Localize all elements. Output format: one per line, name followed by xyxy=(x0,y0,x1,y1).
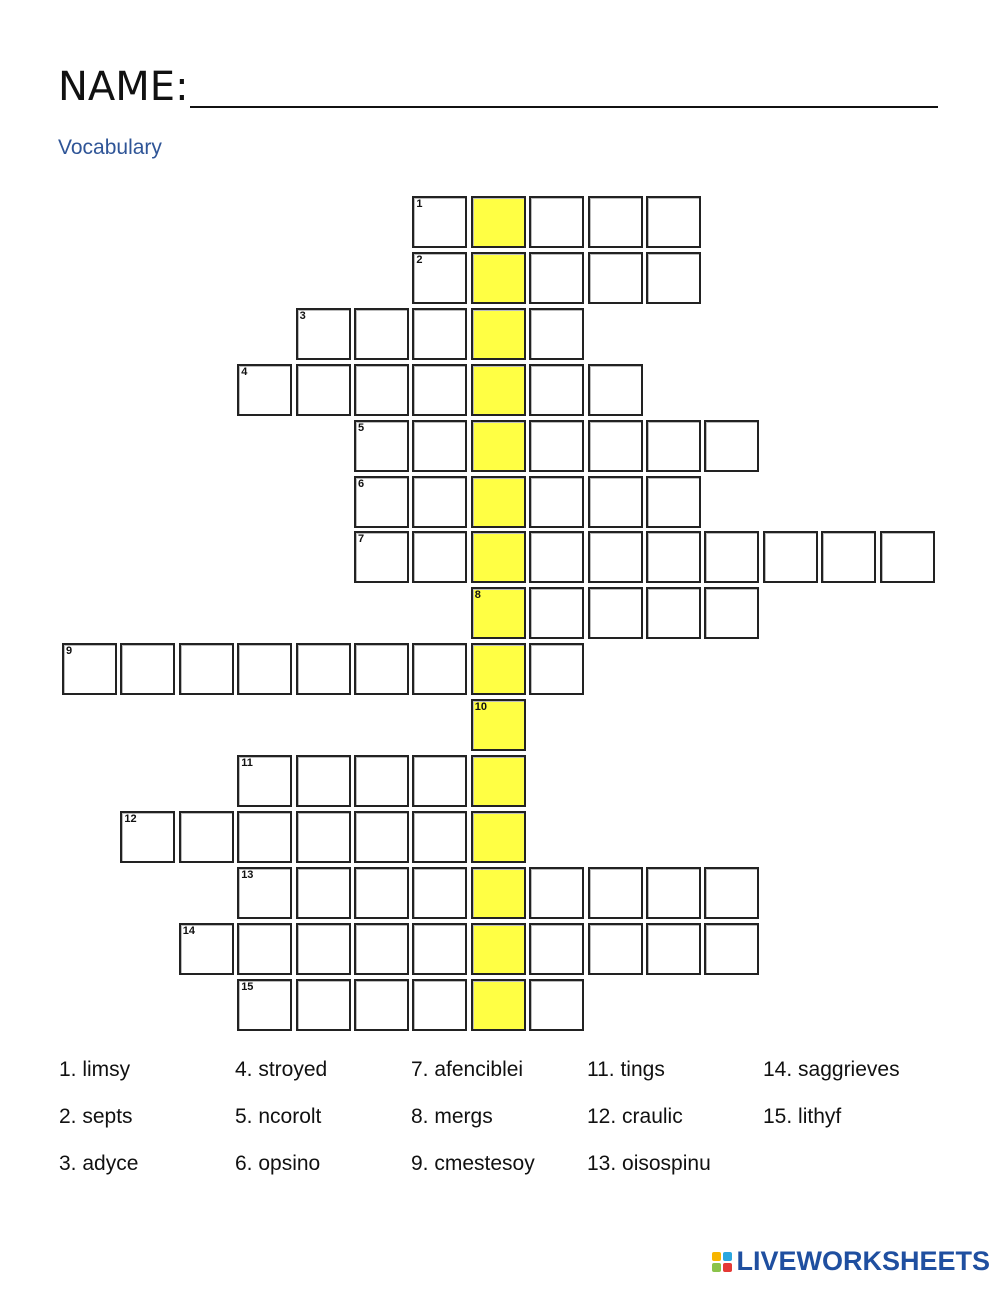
crossword-cell-input[interactable] xyxy=(414,422,465,470)
crossword-cell[interactable] xyxy=(471,420,526,472)
clue-number: 8 xyxy=(474,589,481,602)
crossword-cell-input[interactable] xyxy=(882,533,933,581)
clue-item: 8. mergs xyxy=(411,1105,493,1128)
crossword-cell[interactable] xyxy=(704,867,759,919)
crossword-cell[interactable] xyxy=(646,196,701,248)
crossword-cell-input[interactable] xyxy=(414,757,465,805)
crossword-cell-input[interactable] xyxy=(414,925,465,973)
crossword-cell[interactable] xyxy=(529,420,584,472)
crossword-cell-input[interactable] xyxy=(239,757,290,805)
crossword-cell[interactable] xyxy=(529,252,584,304)
crossword-cell[interactable] xyxy=(354,643,409,695)
crossword-cell-input[interactable] xyxy=(239,645,290,693)
crossword-cell-input[interactable] xyxy=(531,478,582,526)
crossword-cell-input[interactable] xyxy=(239,925,290,973)
crossword-cell[interactable] xyxy=(529,979,584,1031)
crossword-cell[interactable] xyxy=(646,252,701,304)
brand-name: LIVEWORKSHEETS xyxy=(736,1246,990,1276)
crossword-cell[interactable] xyxy=(646,587,701,639)
crossword-cell-input[interactable] xyxy=(706,869,757,917)
crossword-cell-input[interactable] xyxy=(356,366,407,414)
crossword-cell[interactable] xyxy=(471,364,526,416)
crossword-cell-input[interactable] xyxy=(414,478,465,526)
crossword-cell[interactable] xyxy=(763,531,818,583)
crossword-cell[interactable] xyxy=(529,476,584,528)
crossword-cell-input[interactable] xyxy=(181,813,232,861)
crossword-cell[interactable] xyxy=(529,531,584,583)
clue-item: 11. tings xyxy=(587,1058,665,1081)
crossword-cell[interactable] xyxy=(471,643,526,695)
page-subtitle: Vocabulary xyxy=(58,136,162,159)
crossword-cell-input[interactable] xyxy=(590,478,641,526)
crossword-cell[interactable] xyxy=(237,364,292,416)
crossword-cell-input[interactable] xyxy=(590,869,641,917)
crossword-cell[interactable] xyxy=(588,252,643,304)
crossword-cell-input[interactable] xyxy=(590,198,641,246)
crossword-cell[interactable] xyxy=(588,476,643,528)
crossword-cell-input[interactable] xyxy=(473,533,524,581)
clue-item: 9. cmestesoy xyxy=(411,1152,535,1175)
liveworksheets-logo-icon xyxy=(712,1252,732,1272)
crossword-cell-input[interactable] xyxy=(590,533,641,581)
crossword-cell[interactable] xyxy=(821,531,876,583)
crossword-cell[interactable] xyxy=(237,979,292,1031)
crossword-cell-input[interactable] xyxy=(531,533,582,581)
clue-item: 3. adyce xyxy=(59,1152,139,1175)
crossword-cell[interactable] xyxy=(296,979,351,1031)
crossword-cell-input[interactable] xyxy=(298,869,349,917)
crossword-cell[interactable] xyxy=(588,364,643,416)
crossword-cell[interactable] xyxy=(354,364,409,416)
crossword-cell-input[interactable] xyxy=(590,925,641,973)
clue-number: 14 xyxy=(182,924,196,937)
crossword-cell[interactable] xyxy=(529,867,584,919)
crossword-cell-input[interactable] xyxy=(356,925,407,973)
clue-number: 3 xyxy=(299,309,306,322)
crossword-cell[interactable] xyxy=(237,811,292,863)
crossword-cell[interactable] xyxy=(471,196,526,248)
crossword-cell-input[interactable] xyxy=(531,198,582,246)
crossword-cell-input[interactable] xyxy=(298,813,349,861)
crossword-cell-input[interactable] xyxy=(298,757,349,805)
crossword-cell[interactable] xyxy=(296,811,351,863)
crossword-cell[interactable] xyxy=(646,476,701,528)
clue-item: 13. oisospinu xyxy=(587,1152,711,1175)
clue-number: 2 xyxy=(416,253,423,266)
crossword-cell-input[interactable] xyxy=(414,310,465,358)
crossword-cell-input[interactable] xyxy=(531,310,582,358)
crossword-cell-input[interactable] xyxy=(356,533,407,581)
crossword-cell[interactable] xyxy=(237,867,292,919)
crossword-cell[interactable] xyxy=(354,755,409,807)
crossword-cell-input[interactable] xyxy=(298,645,349,693)
crossword-cell[interactable] xyxy=(412,811,467,863)
clue-item: 6. opsino xyxy=(235,1152,321,1175)
crossword-cell[interactable] xyxy=(471,811,526,863)
crossword-cell-input[interactable] xyxy=(823,533,874,581)
crossword-cell[interactable] xyxy=(412,364,467,416)
clue-item: 2. septs xyxy=(59,1105,133,1128)
crossword-cell[interactable] xyxy=(412,420,467,472)
crossword-cell-input[interactable] xyxy=(648,533,699,581)
crossword-cell[interactable] xyxy=(354,531,409,583)
crossword-cell-input[interactable] xyxy=(706,589,757,637)
crossword-cell[interactable] xyxy=(412,923,467,975)
crossword-cell[interactable] xyxy=(588,923,643,975)
crossword-cell-input[interactable] xyxy=(239,813,290,861)
crossword-cell[interactable] xyxy=(354,420,409,472)
crossword-cell-input[interactable] xyxy=(122,813,173,861)
crossword-cell-input[interactable] xyxy=(414,198,465,246)
crossword-cell-input[interactable] xyxy=(531,645,582,693)
crossword-cell-input[interactable] xyxy=(648,869,699,917)
crossword-cell-input[interactable] xyxy=(298,981,349,1029)
crossword-cell[interactable] xyxy=(354,308,409,360)
clue-number: 9 xyxy=(66,645,73,658)
crossword-cell-input[interactable] xyxy=(531,589,582,637)
crossword-cell[interactable] xyxy=(704,420,759,472)
crossword-cell-input[interactable] xyxy=(122,645,173,693)
crossword-cell[interactable] xyxy=(646,923,701,975)
crossword-cell-input[interactable] xyxy=(531,981,582,1029)
crossword-cell[interactable] xyxy=(120,643,175,695)
crossword-cell[interactable] xyxy=(179,811,234,863)
crossword-cell-input[interactable] xyxy=(356,813,407,861)
crossword-cell[interactable] xyxy=(588,587,643,639)
liveworksheets-logo xyxy=(712,1246,990,1277)
crossword-cell-input[interactable] xyxy=(706,925,757,973)
crossword-cell[interactable] xyxy=(412,867,467,919)
crossword-cell[interactable] xyxy=(296,643,351,695)
crossword-cell-input[interactable] xyxy=(356,645,407,693)
crossword-cell[interactable] xyxy=(646,531,701,583)
crossword-cell-input[interactable] xyxy=(414,813,465,861)
crossword-cell[interactable] xyxy=(237,755,292,807)
clue-number: 7 xyxy=(358,533,365,546)
clue-list xyxy=(59,1058,959,1199)
crossword-cell-input[interactable] xyxy=(414,254,465,302)
crossword-cell-input[interactable] xyxy=(473,198,524,246)
crossword-cell-input[interactable] xyxy=(239,981,290,1029)
crossword-cell[interactable] xyxy=(296,755,351,807)
crossword-cell-input[interactable] xyxy=(706,422,757,470)
crossword-cell-input[interactable] xyxy=(473,813,524,861)
crossword-cell[interactable] xyxy=(471,867,526,919)
crossword-cell-input[interactable] xyxy=(473,422,524,470)
clue-number: 11 xyxy=(241,757,253,769)
crossword-cell-input[interactable] xyxy=(473,645,524,693)
crossword-cell-input[interactable] xyxy=(765,533,816,581)
crossword-cell[interactable] xyxy=(471,923,526,975)
crossword-cell-input[interactable] xyxy=(356,869,407,917)
crossword-cell[interactable] xyxy=(471,252,526,304)
crossword-cell-input[interactable] xyxy=(473,310,524,358)
crossword-cell-input[interactable] xyxy=(298,366,349,414)
clue-number: 15 xyxy=(241,980,254,993)
crossword-cell[interactable] xyxy=(412,643,467,695)
clue-number: 4 xyxy=(241,365,248,378)
crossword-cell[interactable] xyxy=(62,643,117,695)
crossword-cell[interactable] xyxy=(179,643,234,695)
crossword-cell[interactable] xyxy=(237,643,292,695)
crossword-cell-input[interactable] xyxy=(356,422,407,470)
crossword-cell-input[interactable] xyxy=(414,645,465,693)
crossword-cell[interactable] xyxy=(354,979,409,1031)
crossword-cell-input[interactable] xyxy=(531,254,582,302)
crossword-cell[interactable] xyxy=(296,364,351,416)
clue-number: 12 xyxy=(124,812,137,825)
clue-item: 12. craulic xyxy=(587,1105,683,1128)
crossword-cell-input[interactable] xyxy=(648,925,699,973)
crossword-cell[interactable] xyxy=(354,923,409,975)
crossword-cell-input[interactable] xyxy=(473,925,524,973)
crossword-cell[interactable] xyxy=(412,308,467,360)
crossword-cell[interactable] xyxy=(880,531,935,583)
clue-item: 5. ncorolt xyxy=(235,1105,322,1128)
crossword-cell[interactable] xyxy=(412,979,467,1031)
clue-item: 4. stroyed xyxy=(235,1058,328,1081)
crossword-cell[interactable] xyxy=(354,476,409,528)
crossword-cell[interactable] xyxy=(412,755,467,807)
crossword-cell-input[interactable] xyxy=(356,310,407,358)
crossword-cell-input[interactable] xyxy=(356,478,407,526)
crossword-cell[interactable] xyxy=(237,923,292,975)
crossword-cell[interactable] xyxy=(588,531,643,583)
crossword-cell[interactable] xyxy=(529,923,584,975)
crossword-cell[interactable] xyxy=(588,867,643,919)
crossword-cell-input[interactable] xyxy=(531,869,582,917)
crossword-cell-input[interactable] xyxy=(356,757,407,805)
crossword-cell[interactable] xyxy=(354,811,409,863)
crossword-cell-input[interactable] xyxy=(298,925,349,973)
crossword-cell-input[interactable] xyxy=(181,925,232,973)
crossword-cell-input[interactable] xyxy=(414,869,465,917)
crossword-cell[interactable] xyxy=(296,867,351,919)
crossword-cell-input[interactable] xyxy=(531,925,582,973)
crossword-cell[interactable] xyxy=(471,476,526,528)
crossword-cell[interactable] xyxy=(179,923,234,975)
crossword-cell[interactable] xyxy=(588,420,643,472)
crossword-cell[interactable] xyxy=(646,867,701,919)
crossword-cell-input[interactable] xyxy=(414,366,465,414)
crossword-cell[interactable] xyxy=(588,196,643,248)
crossword-cell[interactable] xyxy=(471,755,526,807)
crossword-cell-input[interactable] xyxy=(648,478,699,526)
crossword-cell-input[interactable] xyxy=(590,589,641,637)
clue-number: 1 xyxy=(416,198,423,210)
crossword-cell[interactable] xyxy=(412,252,467,304)
crossword-cell[interactable] xyxy=(529,643,584,695)
crossword-cell[interactable] xyxy=(471,699,526,751)
crossword-cell[interactable] xyxy=(471,531,526,583)
clue-number: 6 xyxy=(358,477,365,490)
crossword-cell-input[interactable] xyxy=(473,589,524,637)
crossword-cell[interactable] xyxy=(296,923,351,975)
clue-number: 10 xyxy=(474,701,488,714)
crossword-cell[interactable] xyxy=(471,308,526,360)
crossword-cell[interactable] xyxy=(704,531,759,583)
crossword-cell-input[interactable] xyxy=(648,422,699,470)
crossword-cell-input[interactable] xyxy=(239,366,290,414)
crossword-cell-input[interactable] xyxy=(298,310,349,358)
crossword-cell[interactable] xyxy=(412,476,467,528)
crossword-cell-input[interactable] xyxy=(414,981,465,1029)
crossword-cell-input[interactable] xyxy=(473,254,524,302)
clue-item: 15. lithyf xyxy=(763,1105,842,1128)
clue-item: 1. limsy xyxy=(59,1058,131,1081)
crossword-cell-input[interactable] xyxy=(648,254,699,302)
crossword-cell[interactable] xyxy=(471,979,526,1031)
crossword-cell-input[interactable] xyxy=(64,645,115,693)
crossword-cell-input[interactable] xyxy=(473,366,524,414)
crossword-cell[interactable] xyxy=(471,587,526,639)
crossword-cell-input[interactable] xyxy=(590,366,641,414)
clue-number: 5 xyxy=(358,421,365,434)
crossword-cell-input[interactable] xyxy=(181,645,232,693)
clue-item: 14. saggrieves xyxy=(763,1058,900,1081)
crossword-cell[interactable] xyxy=(529,364,584,416)
name-label-text: NAME: xyxy=(58,64,189,110)
crossword-cell[interactable] xyxy=(296,308,351,360)
crossword-cell-input[interactable] xyxy=(473,757,524,805)
clue-number: 13 xyxy=(241,868,254,881)
crossword-cell[interactable] xyxy=(412,196,467,248)
crossword-cell-input[interactable] xyxy=(706,533,757,581)
crossword-cell-input[interactable] xyxy=(648,198,699,246)
crossword-cell[interactable] xyxy=(529,196,584,248)
crossword-cell[interactable] xyxy=(646,420,701,472)
crossword-cell-input[interactable] xyxy=(473,981,524,1029)
crossword-cell[interactable] xyxy=(354,867,409,919)
crossword-cell[interactable] xyxy=(529,587,584,639)
crossword-cell[interactable] xyxy=(412,531,467,583)
crossword-cell-input[interactable] xyxy=(531,422,582,470)
crossword-cell-input[interactable] xyxy=(531,366,582,414)
crossword-cell-input[interactable] xyxy=(473,869,524,917)
crossword-cell-input[interactable] xyxy=(414,533,465,581)
clue-item: 7. afenciblei xyxy=(411,1058,524,1081)
crossword-cell-input[interactable] xyxy=(648,589,699,637)
crossword-cell-input[interactable] xyxy=(239,869,290,917)
crossword-cell[interactable] xyxy=(704,923,759,975)
crossword-cell[interactable] xyxy=(529,308,584,360)
crossword-cell-input[interactable] xyxy=(356,981,407,1029)
crossword-cell-input[interactable] xyxy=(590,422,641,470)
crossword-cell-input[interactable] xyxy=(473,701,524,749)
crossword-cell-input[interactable] xyxy=(473,478,524,526)
crossword-cell-input[interactable] xyxy=(590,254,641,302)
crossword-cell[interactable] xyxy=(120,811,175,863)
crossword-cell[interactable] xyxy=(704,587,759,639)
